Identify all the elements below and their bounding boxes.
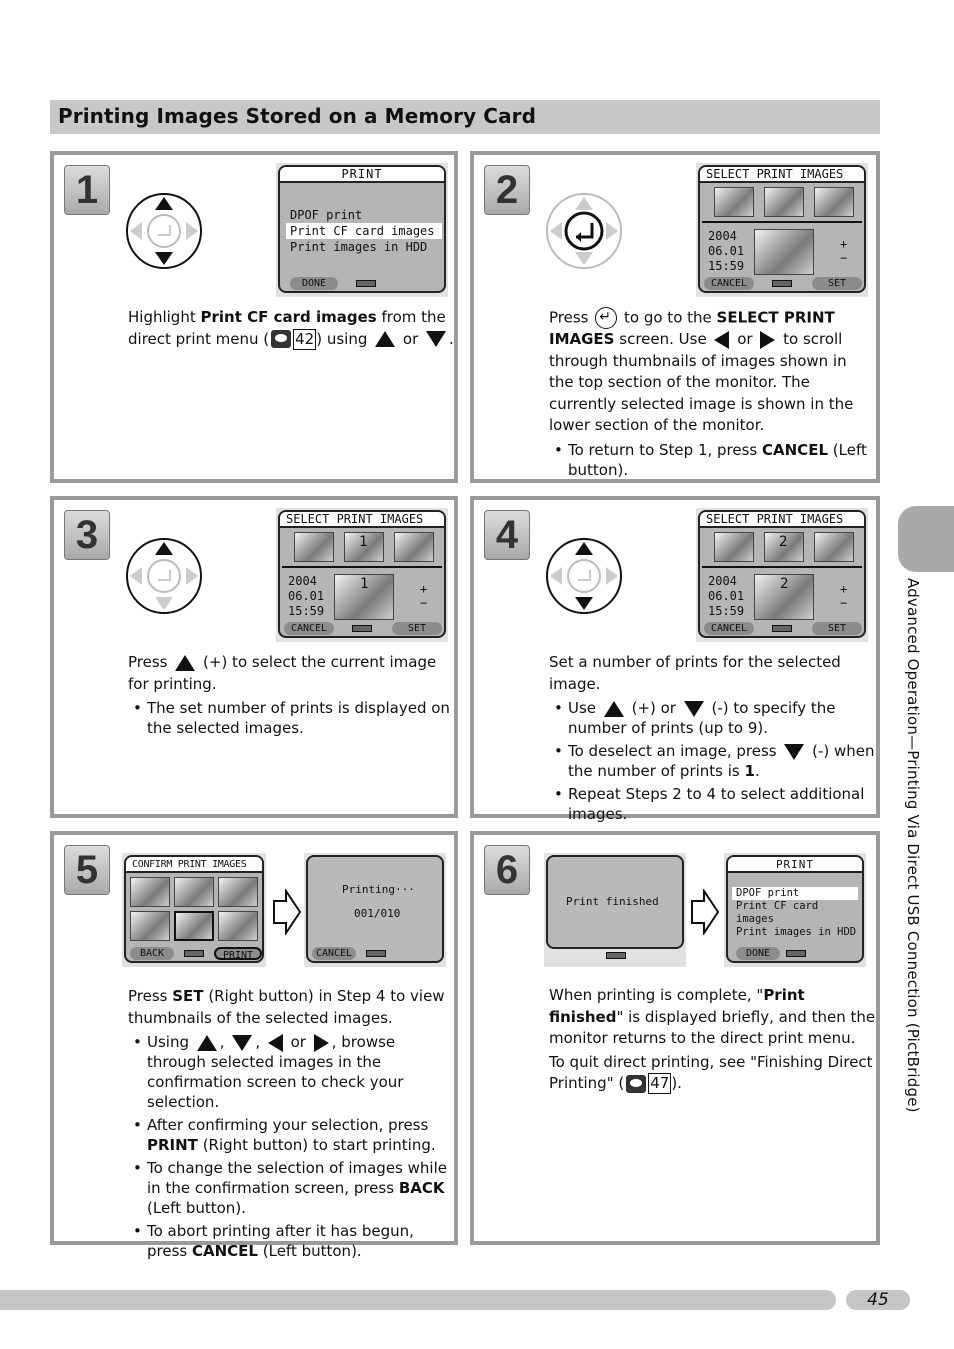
bullet: • To return to Step 1, press CANCEL (Left button). xyxy=(549,440,875,480)
lcd-date-year: 2004 xyxy=(708,574,737,588)
reference-icon xyxy=(271,330,291,348)
thumbnail xyxy=(218,877,258,907)
dpad-up-down-highlight-icon xyxy=(124,191,204,271)
printing-progress: 001/010 xyxy=(354,907,401,920)
bullet: • Using , , or , browse through selected images in the confirmation screen to check your selection. xyxy=(128,1032,454,1112)
lcd-confirm-preview xyxy=(122,853,266,967)
lcd-header: SELECT PRINT IMAGES xyxy=(700,512,864,528)
lcd-cancel-button: CANCEL xyxy=(284,622,334,635)
lcd-set-button: SET xyxy=(812,622,862,635)
lcd-plus: + xyxy=(420,582,428,596)
lcd-date-year: 2004 xyxy=(288,574,317,588)
thumbnail xyxy=(814,187,854,217)
down-arrow-icon xyxy=(232,1035,252,1051)
down-arrow-icon xyxy=(784,744,804,760)
page-title: Printing Images Stored on a Memory Card xyxy=(58,104,537,128)
lcd-done-button: DONE xyxy=(736,947,780,960)
chapter-tab xyxy=(898,506,954,572)
battery-icon xyxy=(786,950,806,957)
print-count: 1 xyxy=(360,576,369,592)
arrow-right-icon xyxy=(690,889,720,935)
lcd-header: CONFIRM PRINT IMAGES xyxy=(126,857,262,873)
step-number: 5 xyxy=(64,845,110,895)
thumbnail xyxy=(218,911,258,941)
dpad-up-down-icon xyxy=(544,536,624,616)
bullet: • Repeat Steps 2 to 4 to select additional images. xyxy=(549,784,879,824)
bullet: • To deselect an image, press (-) when the number of prints is 1. xyxy=(549,741,879,781)
bullet: • To change the selection of images while in the confirmation screen, press BACK (Left button). xyxy=(128,1158,454,1218)
selected-image-preview xyxy=(754,229,814,275)
bullet: • Use (+) or (-) to specify the number of prints (up to 9). xyxy=(549,698,879,738)
thumbnail xyxy=(130,877,170,907)
lcd-date-day: 06.01 xyxy=(288,589,325,603)
thumbnail xyxy=(764,187,804,217)
lcd-date-year: 2004 xyxy=(708,229,737,243)
bullet: • After confirming your selection, press PRINT (Right button) to start printing. xyxy=(128,1115,454,1155)
lcd-plus: + xyxy=(840,582,848,596)
battery-icon xyxy=(606,952,626,959)
step-number: 1 xyxy=(64,165,110,215)
footer-bar xyxy=(0,1290,836,1310)
thumbnail xyxy=(174,877,214,907)
lcd-set-button: SET xyxy=(392,622,442,635)
thumbnail xyxy=(714,187,754,217)
thumbnail xyxy=(394,532,434,562)
lcd-date-day: 06.01 xyxy=(708,244,745,258)
menu-item-hdd: Print images in HDD xyxy=(736,926,857,938)
up-arrow-icon xyxy=(197,1035,217,1051)
print-count: 1 xyxy=(359,534,368,550)
menu-item-dpof-selected: DPOF print xyxy=(732,887,858,900)
reference-icon xyxy=(626,1075,646,1093)
battery-icon xyxy=(184,950,204,957)
print-count: 2 xyxy=(779,534,788,550)
dpad-center-button-icon xyxy=(544,191,624,271)
chapter-title: Advanced Operation—Printing Via Direct USB Connection (PictBridge) xyxy=(904,578,922,1113)
battery-icon xyxy=(772,625,792,632)
step-number: 3 xyxy=(64,510,110,560)
lcd-cancel-button: CANCEL xyxy=(312,947,356,960)
menu-item-cf-selected: Print CF card images xyxy=(286,223,442,239)
lcd-minus: − xyxy=(840,596,848,610)
enter-button-icon xyxy=(595,307,617,329)
lcd-time: 15:59 xyxy=(288,604,325,618)
right-arrow-icon xyxy=(760,331,775,349)
step-5-text: Press SET (Right button) in Step 4 to view thumbnails of the selected images. • Using , , or , browse through selected images in the confirmation screen to check your selection. • After confirming your selection, press PRINT (Right button) to start printing. • To change the selection of images while in the confirmation screen, press BACK (Left button). • To abort printing after it has begun, press CANCEL (Left button). xyxy=(128,986,454,1261)
lcd-plus: + xyxy=(840,237,848,251)
battery-icon xyxy=(772,280,792,287)
thumbnail xyxy=(814,532,854,562)
bullet: • To abort printing after it has begun, press CANCEL (Left button). xyxy=(128,1221,454,1261)
battery-icon xyxy=(352,625,372,632)
lcd-time: 15:59 xyxy=(708,259,745,273)
battery-icon xyxy=(356,280,376,287)
step-4-intro: Set a number of prints for the selected image. xyxy=(549,653,841,693)
up-arrow-icon xyxy=(175,655,195,671)
thumbnail xyxy=(294,532,334,562)
lcd-print-button: PRINT xyxy=(214,947,262,960)
step-1-text: Highlight Print CF card images from the direct print menu ( 42 ) using or . xyxy=(128,308,454,348)
lcd-set-button: SET xyxy=(812,277,862,290)
printing-status: Printing··· xyxy=(342,883,415,896)
lcd-finished-preview xyxy=(544,853,686,967)
step-1-panel xyxy=(50,151,458,483)
step-number: 2 xyxy=(484,165,530,215)
lcd-preview xyxy=(696,163,868,297)
dpad-up-icon xyxy=(124,536,204,616)
lcd-minus: − xyxy=(420,596,428,610)
up-arrow-icon xyxy=(604,701,624,717)
step-4-text xyxy=(549,652,879,824)
lcd-printing-preview xyxy=(304,853,446,967)
lcd-header: PRINT xyxy=(280,167,444,183)
print-finished-message: Print finished xyxy=(566,895,659,908)
page-number: 45 xyxy=(846,1290,910,1310)
lcd-preview xyxy=(696,508,868,642)
menu-item-hdd: Print images in HDD xyxy=(290,240,428,254)
thumbnail xyxy=(714,532,754,562)
step-4-panel xyxy=(470,496,880,823)
lcd-preview xyxy=(276,508,448,642)
lcd-cancel-button: CANCEL xyxy=(704,622,754,635)
lcd-done-button: DONE xyxy=(290,277,338,290)
page-reference: 42 xyxy=(295,329,315,348)
down-arrow-icon xyxy=(684,701,704,717)
step-number: 6 xyxy=(484,845,530,895)
left-arrow-icon xyxy=(268,1034,283,1052)
lcd-cancel-button: CANCEL xyxy=(704,277,754,290)
lcd-minus: − xyxy=(840,251,848,265)
menu-item-dpof: DPOF print xyxy=(290,208,363,222)
step-3-text: Press (+) to select the current image for printing. • The set number of prints is displayed on the selected images. xyxy=(128,652,454,738)
print-count: 2 xyxy=(780,576,789,592)
bullet: • The set number of prints is displayed on the selected images. xyxy=(128,698,454,738)
menu-item-cf: Print CF card images xyxy=(736,900,819,925)
down-arrow-icon xyxy=(426,331,446,347)
section-title-bar xyxy=(50,100,880,134)
lcd-header: SELECT PRINT IMAGES xyxy=(280,512,444,528)
up-arrow-icon xyxy=(375,331,395,347)
lcd-back-button: BACK xyxy=(130,947,174,960)
left-arrow-icon xyxy=(714,331,729,349)
battery-icon xyxy=(366,950,386,957)
lcd-header: SELECT PRINT IMAGES xyxy=(700,167,864,183)
right-arrow-icon xyxy=(314,1034,329,1052)
arrow-right-icon xyxy=(272,889,302,935)
lcd-date-day: 06.01 xyxy=(708,589,745,603)
lcd-menu-preview xyxy=(724,853,866,967)
step-number: 4 xyxy=(484,510,530,560)
page-reference: 47 xyxy=(650,1074,670,1092)
step-2-text: Press ↵ to go to the SELECT PRINT IMAGES screen. Use or to scroll through thumbnails of images shown in the top section of the monitor. The currently selected image is shown in the lower section of the monitor. • To return to Step 1, press CANCEL (Left button). xyxy=(549,307,875,480)
step-5-panel xyxy=(50,831,458,1260)
thumbnail-selected xyxy=(174,911,214,941)
thumbnail xyxy=(130,911,170,941)
step-2-panel xyxy=(470,151,880,483)
lcd-time: 15:59 xyxy=(708,604,745,618)
step-6-panel xyxy=(470,831,880,1245)
lcd-header: PRINT xyxy=(728,857,862,873)
step-6-text: When printing is complete, "Print finished" is displayed briefly, and then the monitor returns to the direct print menu. To quit direct printing, see "Finishing Direct Printing" ( 47 ). xyxy=(549,986,876,1092)
lcd-preview xyxy=(276,163,448,297)
step-3-panel xyxy=(50,496,458,818)
